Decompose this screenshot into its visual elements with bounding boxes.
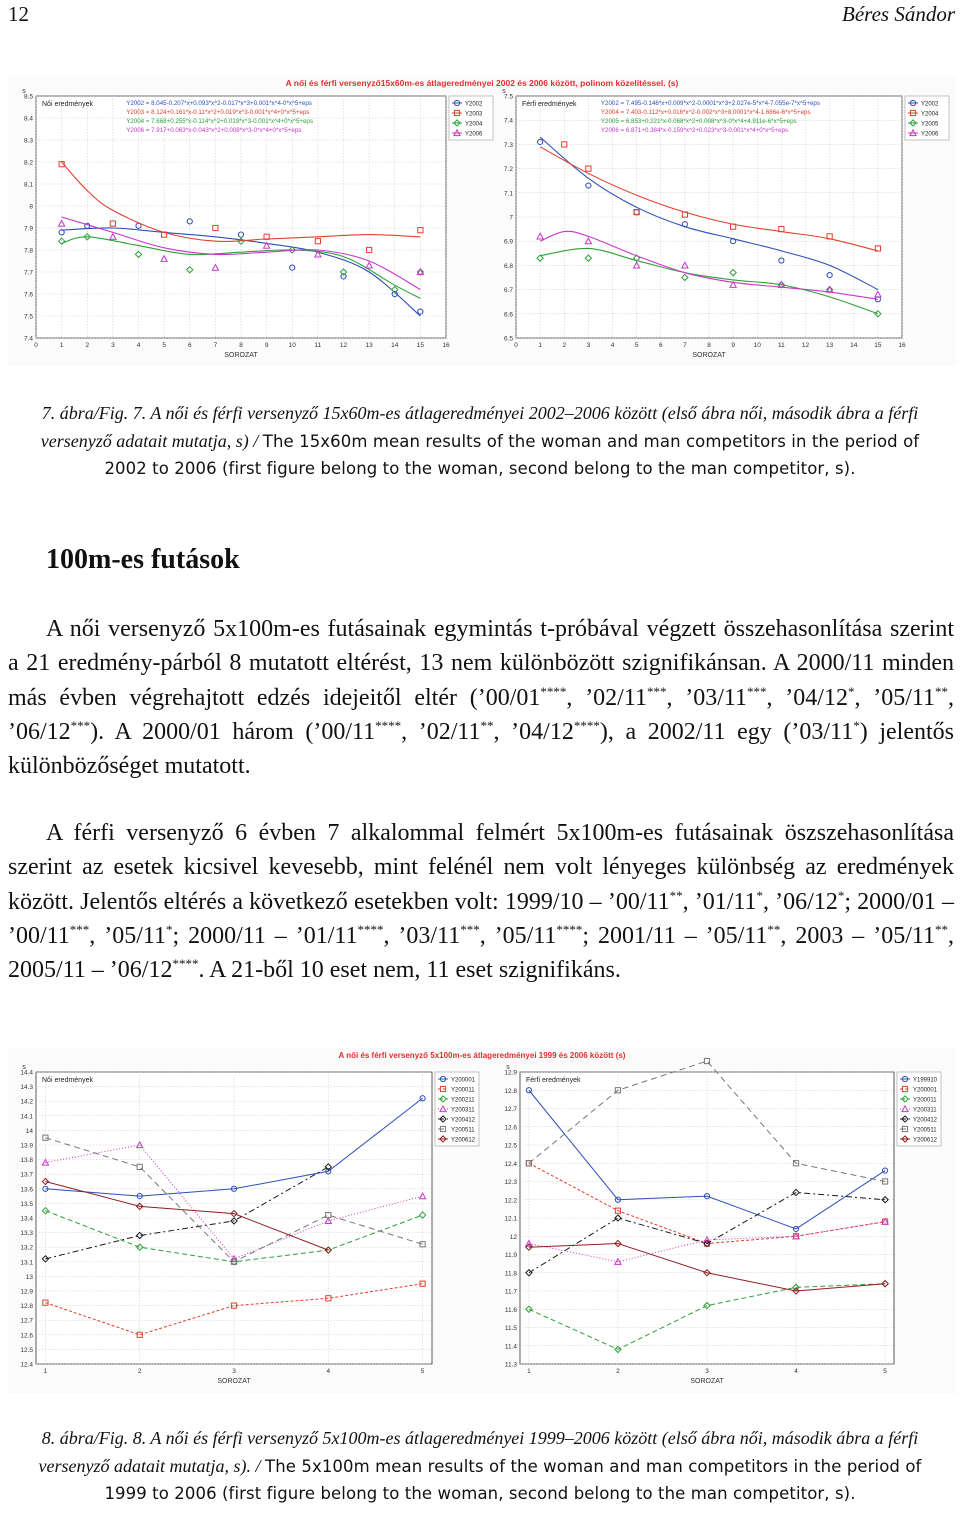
x-tick-label: 11: [314, 342, 322, 349]
significance-mark: *: [837, 887, 845, 903]
figure-8-caption: [20, 1425, 940, 1508]
chart-women-5x100: [20, 1064, 479, 1385]
x-tick-label: 16: [898, 342, 906, 349]
y-tick-label: 13.6: [20, 1186, 33, 1194]
y-tick-label: 12.6: [504, 1124, 517, 1132]
y-tick-label: 12.9: [504, 1069, 517, 1077]
y-tick-label: 7: [509, 214, 513, 222]
x-tick-label: 6: [658, 342, 663, 349]
y-tick-label: 11.6: [504, 1306, 517, 1314]
significance-mark: ****: [540, 683, 567, 699]
y-tick-label: 6.7: [503, 287, 513, 295]
x-axis-label: SOROZAT: [690, 1378, 724, 1385]
y-tick-label: 7.5: [23, 313, 33, 321]
significance-mark: ***: [747, 683, 767, 699]
figure-7-caption-en: The 15x60m mean results of the woman and man competitors in the period of 2002 to 2006 (first figure belong to the woman, second belong to the man competitor, s).: [104, 431, 920, 478]
panel-title: Női eredmények: [42, 1077, 93, 1084]
figure-8: [8, 1048, 956, 1394]
text-run: ; 2000/01 – ’00/11: [8, 888, 954, 949]
y-tick-label: 12.2: [504, 1197, 517, 1205]
x-tick-label: 8: [239, 342, 243, 349]
y-tick-label: 8.2: [23, 159, 33, 167]
significance-mark: ***: [460, 921, 480, 937]
x-tick-label: 4: [794, 1368, 798, 1375]
legend-label: Y199910: [913, 1077, 938, 1084]
y-tick-label: 6.5: [503, 335, 513, 343]
text-run: , ’05/11: [479, 922, 557, 949]
x-tick-label: 1: [527, 1368, 531, 1375]
y-tick-label: 13.2: [20, 1244, 33, 1252]
significance-mark: ***: [70, 717, 91, 733]
text-run: , ’05/11: [89, 922, 166, 949]
y-tick-label: 8.4: [23, 115, 33, 123]
page-number: 12: [8, 2, 29, 26]
text-run: , 2003 – ’05/11: [780, 922, 935, 949]
x-tick-label: 8: [707, 342, 711, 349]
text-run: , ’04/12: [766, 684, 848, 711]
y-tick-label: 12.4: [20, 1361, 33, 1369]
y-tick-label: 11.4: [504, 1343, 517, 1351]
chart-men-15x60: [502, 88, 949, 359]
legend-label: Y200211: [451, 1097, 475, 1104]
significance-mark: *: [847, 683, 855, 699]
x-tick-label: 3: [705, 1368, 709, 1375]
legend-label: Y2005: [921, 121, 939, 128]
x-tick-label: 3: [586, 342, 591, 349]
legend-label: Y200612: [913, 1137, 938, 1144]
y-tick-label: 14.4: [20, 1069, 33, 1077]
legend-label: Y200011: [913, 1097, 937, 1104]
paragraph-men: [8, 816, 954, 987]
y-tick-label: 12.7: [20, 1317, 33, 1325]
regression-equation: Y2004 = 7.403-0.112*x+0.016*x^2-0.002*x^3+8.0001*x^4-1.686e-6*x^5+eps: [600, 109, 811, 116]
x-tick-label: 0: [514, 342, 518, 349]
y-tick-label: 11.9: [504, 1252, 517, 1259]
text-run: , ’02/11: [566, 684, 647, 711]
text-run: , ’03/11: [666, 684, 748, 711]
regression-equation: Y2006 = 6.871+0.384*x-0.159*x^2+0.023*x^3-0.001*x^4+0*x^5+eps: [600, 127, 789, 134]
y-tick-label: 14.3: [20, 1084, 33, 1092]
regression-equation: Y2004 = 7.668+0.255*x-0.114*x^2+0.019*x^3-0.001*x^4+0*x^5+eps: [126, 118, 313, 125]
y-tick-label: 12.1: [504, 1215, 517, 1223]
x-tick-label: 15: [874, 342, 882, 349]
x-tick-label: 12: [801, 342, 810, 349]
legend-label: Y2006: [465, 131, 483, 138]
x-tick-label: 3: [232, 1368, 236, 1375]
significance-mark: **: [935, 683, 948, 699]
y-tick-label: 12: [509, 1233, 517, 1241]
y-tick-label: 8.5: [23, 93, 33, 101]
regression-equation: Y2006 = 7.917+0.063*x-0.043*x^2+0.008*x^3-0*x^4+0*x^5+eps: [126, 127, 302, 134]
y-tick-label: 12.5: [20, 1346, 33, 1354]
legend-label: Y2004: [465, 121, 483, 128]
x-tick-label: 9: [264, 342, 269, 349]
significance-mark: **: [669, 887, 683, 903]
legend-label: Y2003: [465, 111, 483, 118]
significance-mark: **: [767, 921, 781, 937]
y-tick-label: 12.3: [504, 1179, 517, 1186]
x-tick-label: 0: [34, 342, 38, 349]
significance-mark: ***: [646, 683, 667, 699]
x-tick-label: 5: [162, 342, 166, 349]
legend-label: Y2004: [921, 111, 939, 118]
text-run: A férfi versenyző 6 évben 7 alkalommal felmért 5x100m-es futásainak öszszehasonlítása szerint az esetek kicsivel kevesebb, mint felénél nem volt lényeges különbség az eredmények között. Jelentős eltérés a következő esetekben volt: 1999/10 – ’00/11: [8, 820, 954, 915]
significance-mark: *: [165, 921, 173, 937]
y-tick-label: 12.8: [504, 1087, 517, 1095]
y-tick-label: 7.3: [503, 141, 513, 149]
y-axis-label: s: [506, 1064, 510, 1071]
text-run: , ’05/11: [854, 684, 935, 711]
x-tick-label: 4: [136, 342, 141, 349]
legend-label: Y200001: [913, 1087, 938, 1094]
text-run: ; 2001/11 – ’05/11: [582, 922, 768, 949]
x-tick-label: 5: [634, 342, 639, 349]
text-run: , ’03/11: [383, 922, 461, 949]
y-tick-label: 12.4: [504, 1160, 517, 1168]
x-tick-label: 2: [616, 1368, 620, 1375]
significance-mark: ****: [556, 921, 583, 937]
text-run: , ’06/12: [8, 684, 954, 745]
legend-label: Y200511: [451, 1127, 475, 1134]
legend-label: Y200311: [913, 1107, 937, 1114]
significance-mark: ****: [357, 921, 384, 937]
figure-8-label: 8. ábra/Fig. 8.: [41, 1428, 147, 1448]
legend-label: Y200511: [913, 1127, 937, 1134]
y-tick-label: 13.9: [20, 1142, 33, 1150]
x-tick-label: 4: [610, 342, 615, 349]
x-tick-label: 1: [43, 1368, 48, 1375]
text-run: . A 21-ből 10 eset nem, 11 eset szignifikáns.: [198, 957, 621, 984]
legend-label: Y200311: [451, 1107, 475, 1114]
text-run: , 2005/11 – ’06/12: [8, 922, 954, 984]
figure-7-chart: [8, 76, 956, 366]
regression-equation: Y2002 = 7.495-0.146*x+0.009*x^2-0.0001*x^3+2.027e-5*x^4-7.055e-7*x^5+eps: [600, 100, 820, 107]
x-tick-label: 9: [731, 342, 735, 349]
y-axis-label: s: [22, 1064, 26, 1071]
text-run: , ’01/11: [682, 888, 757, 915]
x-tick-label: 2: [137, 1368, 142, 1375]
y-tick-label: 14.2: [20, 1098, 33, 1106]
y-tick-label: 13.8: [20, 1157, 33, 1165]
y-tick-label: 13.4: [20, 1215, 33, 1223]
y-tick-label: 6.6: [503, 311, 513, 319]
y-tick-label: 13.7: [20, 1171, 33, 1179]
x-tick-label: 1: [538, 342, 542, 349]
x-axis-label: SOROZAT: [692, 352, 726, 359]
y-tick-label: 12.7: [504, 1106, 517, 1113]
y-tick-label: 13.5: [20, 1200, 33, 1208]
x-tick-label: 5: [420, 1368, 425, 1375]
y-tick-label: 13.1: [20, 1259, 33, 1267]
caption-separator: /: [255, 1455, 261, 1476]
x-tick-label: 6: [187, 342, 192, 349]
text-run: ), a 2002/11 egy (: [599, 718, 792, 745]
figure-7-label: 7. ábra/Fig. 7.: [41, 403, 147, 423]
section-heading: 100m-es futások: [46, 544, 240, 575]
text-run: , ’04/12: [493, 718, 574, 745]
y-tick-label: 8.3: [23, 137, 33, 145]
x-tick-label: 16: [442, 342, 450, 349]
significance-mark: ****: [172, 956, 199, 972]
legend-label: Y200612: [451, 1137, 476, 1144]
x-tick-label: 3: [111, 342, 115, 349]
x-tick-label: 1: [59, 342, 64, 349]
y-tick-label: 8: [29, 203, 33, 211]
legend-label: Y200001: [451, 1077, 476, 1084]
panel-title: Férfi eredmények: [522, 101, 577, 108]
significance-mark: **: [934, 921, 948, 937]
y-tick-label: 7.7: [23, 269, 33, 277]
y-axis-label: s: [22, 88, 26, 95]
significance-mark: *: [756, 887, 764, 903]
regression-equation: Y2003 = 8.124+0.161*x-0.11*x^2+0.019*x^3-0.001*x^4+0*x^5+eps: [126, 109, 310, 116]
x-axis-label: SOROZAT: [224, 352, 258, 359]
x-tick-label: 7: [213, 342, 218, 349]
regression-equation: Y2005 = 6.853+0.221*x-0.068*x^2+0.008*x^3-0*x^4+4.911e-6*x^5+eps: [600, 118, 797, 125]
x-tick-label: 10: [288, 342, 296, 349]
y-tick-label: 6.9: [503, 238, 513, 246]
text-run: ; 2000/11 – ’01/11: [172, 922, 358, 949]
legend-label: Y2002: [465, 101, 483, 108]
y-axis-label: s: [502, 88, 506, 95]
text-run: ’00/01: [477, 684, 541, 711]
x-tick-label: 2: [562, 342, 567, 349]
significance-mark: **: [480, 717, 494, 733]
y-tick-label: 8.1: [23, 181, 33, 189]
text-run: A női versenyző 5x100m-es futásainak egymintás t-próbával végzett összehasonlítása szerint a 21 eredmény-párból 8 mutatott eltérést, 13 nem különbözött szignifikánsan. A 2000/11 minden más évben végrehajtott edzés idejeitől eltér (: [8, 616, 954, 711]
y-tick-label: 14.1: [20, 1113, 33, 1121]
chart-women-15x60: [22, 88, 493, 359]
panel-title: Női eredmények: [42, 101, 93, 108]
figure-7-caption: [20, 400, 940, 483]
figure-8-caption-hu: A női és férfi versenyző 5x100m-es átlageredményei 1999–2006 között (első ábra női, második ábra a férfi versenyző adatait mutatja, s).: [38, 1428, 919, 1476]
y-tick-label: 7.1: [503, 190, 513, 198]
text-run: ’00/11: [313, 718, 376, 745]
y-tick-label: 7.6: [23, 291, 33, 299]
x-axis-label: SOROZAT: [217, 1378, 251, 1385]
legend-label: Y200412: [913, 1117, 938, 1124]
text-run: ). A 2000/01 három (: [90, 718, 314, 745]
figure-7: [8, 76, 956, 366]
y-tick-label: 12.5: [504, 1142, 517, 1150]
y-tick-label: 6.8: [503, 262, 513, 270]
y-tick-label: 12.6: [20, 1332, 33, 1340]
y-tick-label: 12.9: [20, 1288, 33, 1296]
figure-7-title: A női és férfi versenyző15x60m-es átlageredményei 2002 és 2006 között, polinom közelítéssel. (s): [285, 78, 679, 88]
text-run: ) jelentős különbözőséget mutatott.: [8, 718, 954, 780]
figure-7-caption-hu: A női és férfi versenyző 15x60m-es átlageredményei 2002–2006 között (első ábra női, második ábra a férfi versenyző adatait mutatja, s) /: [40, 403, 919, 451]
paragraph-women: [8, 612, 954, 783]
legend-label: Y2006: [921, 131, 939, 138]
running-author: Béres Sándor: [842, 2, 955, 26]
x-tick-label: 13: [365, 342, 373, 349]
x-tick-label: 15: [416, 342, 424, 349]
y-tick-label: 12.8: [20, 1303, 33, 1311]
y-tick-label: 7.2: [503, 166, 513, 174]
x-tick-label: 12: [339, 342, 348, 349]
y-tick-label: 11.3: [504, 1361, 517, 1369]
x-tick-label: 10: [753, 342, 761, 349]
panel-title: Férfi eredmények: [526, 1077, 581, 1084]
y-tick-label: 7.5: [503, 93, 513, 101]
y-tick-label: 11.7: [504, 1288, 517, 1296]
y-tick-label: 13: [25, 1273, 33, 1281]
y-tick-label: 13.3: [20, 1230, 33, 1238]
significance-mark: *: [853, 717, 860, 733]
x-tick-label: 4: [326, 1368, 331, 1375]
x-tick-label: 13: [826, 342, 834, 349]
y-tick-label: 14: [25, 1127, 33, 1135]
legend-label: Y200412: [451, 1117, 476, 1124]
y-tick-label: 7.4: [23, 335, 33, 343]
text-run: , ’06/12: [763, 888, 838, 915]
legend-label: Y2002: [921, 101, 939, 108]
significance-mark: ****: [375, 717, 402, 733]
legend-label: Y200011: [451, 1087, 475, 1094]
x-tick-label: 11: [778, 342, 785, 349]
text-run: , ’02/11: [401, 718, 481, 745]
x-tick-label: 14: [850, 342, 858, 349]
y-tick-label: 11.8: [504, 1270, 517, 1278]
x-tick-label: 7: [683, 342, 687, 349]
figure-8-caption-en: The 5x100m mean results of the woman and man competitors in the period of 1999 to 2006 (first figure belong to the woman, second belong to the man competitor, s).: [104, 1456, 922, 1503]
chart-men-5x100: [504, 1058, 941, 1385]
text-run: ’03/11: [791, 718, 854, 745]
significance-mark: ***: [69, 921, 90, 937]
figure-8-title: A női és férfi versenyző 5x100m-es átlageredményei 1999 és 2006 között (s): [338, 1051, 626, 1060]
y-tick-label: 7.9: [23, 225, 33, 233]
y-tick-label: 7.4: [503, 117, 513, 125]
x-tick-label: 14: [391, 342, 399, 349]
regression-equation: Y2002 = 8.045-0.207*x+0.093*x^2-0.017*x^3+0.001*x^4-0*x^5+eps: [126, 100, 312, 107]
x-tick-label: 2: [85, 342, 90, 349]
y-tick-label: 7.8: [23, 247, 33, 255]
x-tick-label: 5: [883, 1368, 887, 1375]
figure-8-chart: [8, 1048, 956, 1394]
y-tick-label: 11.5: [504, 1325, 517, 1332]
significance-mark: ****: [573, 717, 600, 733]
